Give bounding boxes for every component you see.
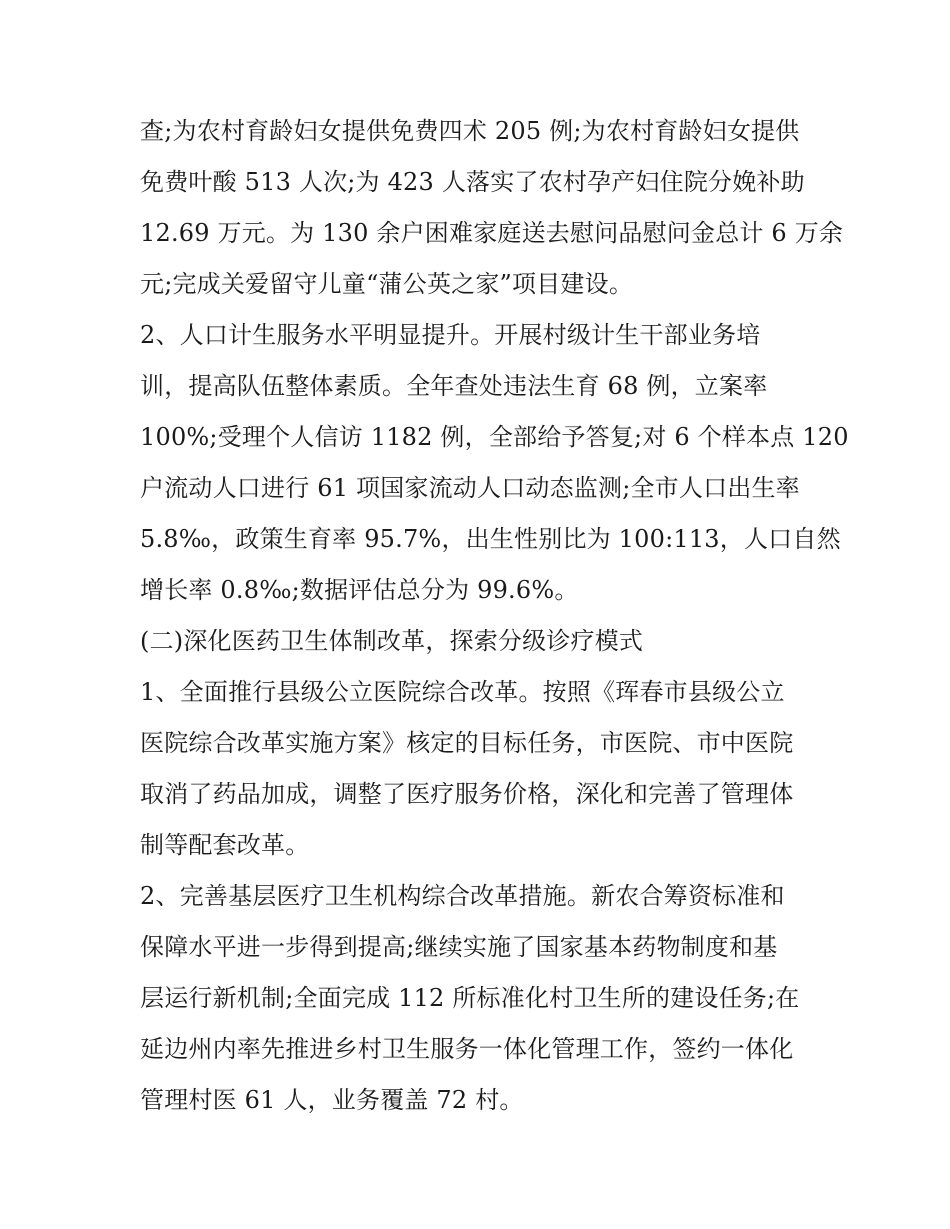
text-line: 增长率 0.8‰;数据评估总分为 99.6%。: [140, 576, 579, 604]
text-line: 延边州内率先推进乡村卫生服务一体化管理工作，签约一体化: [140, 1035, 794, 1063]
text-line: 保障水平进一步得到提高;继续实施了国家基本药物制度和基: [140, 933, 778, 961]
text-line: 2、完善基层医疗卫生机构综合改革措施。新农合筹资标准和: [140, 882, 785, 910]
body-text: [140, 106, 849, 1126]
text-line: 12.69 万元。为 130 余户困难家庭送去慰问品慰问金总计 6 万余: [140, 219, 844, 247]
text-line: 查;为农村育龄妇女提供免费四术 205 例;为农村育龄妇女提供: [140, 117, 800, 145]
text-line: 2、人口计生服务水平明显提升。开展村级计生干部业务培: [140, 321, 761, 349]
text-line: 医院综合改革实施方案》核定的目标任务，市医院、市中医院: [140, 729, 794, 757]
text-line: 5.8‰，政策生育率 95.7%，出生性别比为 100:113，人口自然: [140, 525, 841, 553]
text-line: 层运行新机制;全面完成 112 所标准化村卫生所的建设任务;在: [140, 984, 800, 1012]
text-line: 免费叶酸 513 人次;为 423 人落实了农村孕产妇住院分娩补助: [140, 168, 805, 196]
text-line: 训，提高队伍整体素质。全年查处违法生育 68 例，立案率: [140, 372, 768, 400]
text-line: 元;完成关爱留守儿童“蒲公英之家”项目建设。: [140, 270, 634, 298]
text-line: 取消了药品加成，调整了医疗服务价格，深化和完善了管理体: [140, 780, 794, 808]
text-line: 制等配套改革。: [140, 831, 310, 859]
text-line: 1、全面推行县级公立医院综合改革。按照《珲春市县级公立: [140, 678, 785, 706]
text-line: 管理村医 61 人，业务覆盖 72 村。: [140, 1086, 524, 1114]
section-heading: (二)深化医药卫生体制改革，探索分级诊疗模式: [140, 627, 644, 655]
text-line: 户流动人口进行 61 项国家流动人口动态监测;全市人口出生率: [140, 474, 800, 502]
text-line: 100%;受理个人信访 1182 例，全部给予答复;对 6 个样本点 120: [140, 423, 849, 451]
